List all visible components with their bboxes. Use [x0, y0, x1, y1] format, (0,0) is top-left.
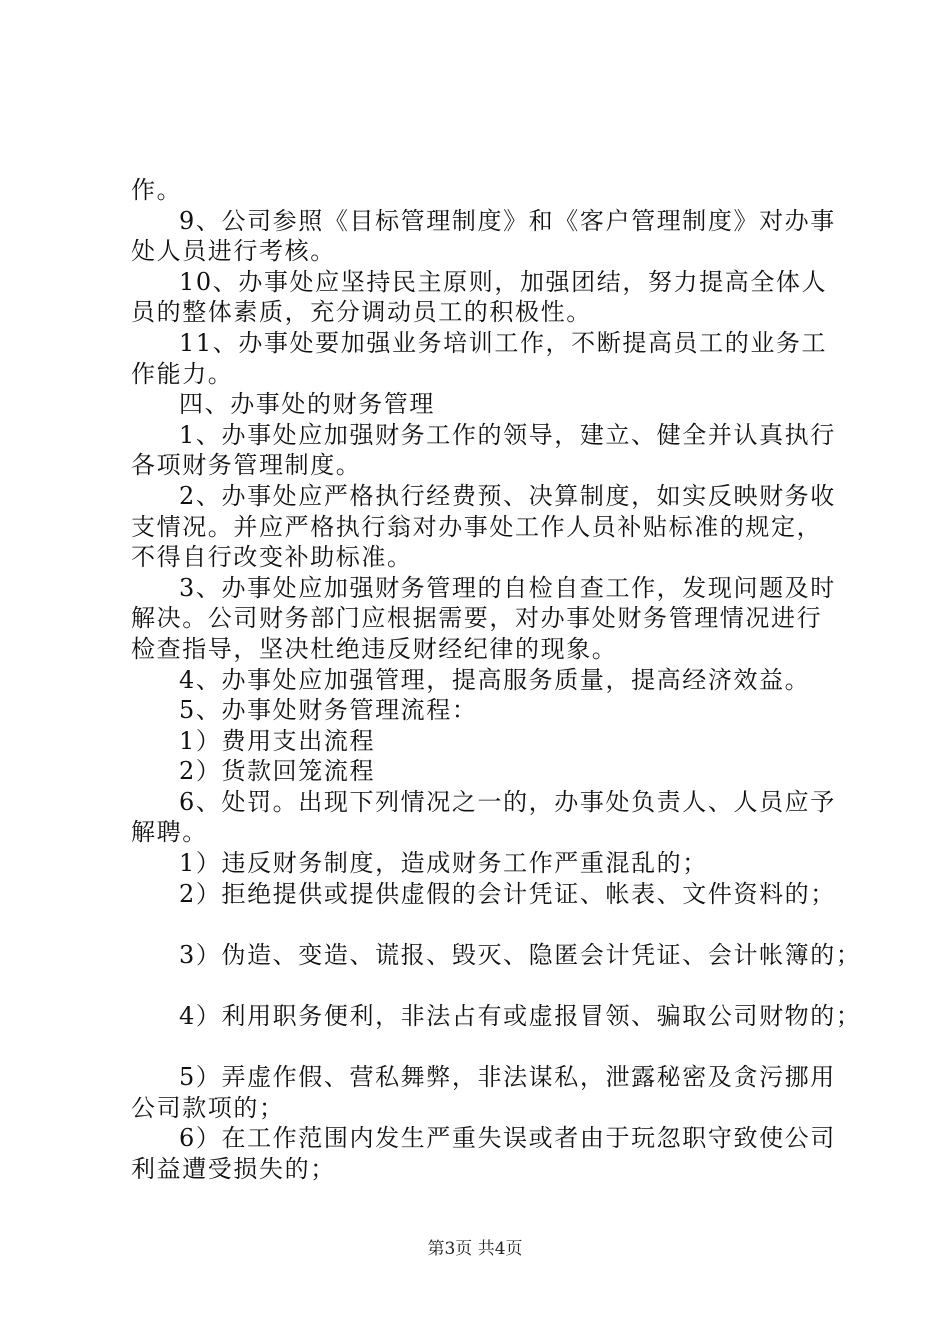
list-item: 5）弄虚作假、营私舞弊，非法谋私，泄露秘密及贪污挪用	[179, 1063, 836, 1092]
list-item: 3）伪造、变造、谎报、毁灭、隐匿会计凭证、会计帐簿的；	[179, 940, 862, 969]
text-line: 2、办事处应严格执行经费预、决算制度，如实反映财务收	[179, 481, 836, 510]
text-line: 各项财务管理制度。	[131, 451, 362, 480]
text-line: 9、公司参照《目标管理制度》和《客户管理制度》对办事	[179, 206, 836, 235]
list-item: 4）利用职务便利，非法占有或虚报冒领、骗取公司财物的；	[179, 1002, 862, 1031]
text-line: 1、办事处应加强财务工作的领导，建立、健全并认真执行	[179, 420, 836, 449]
document-body	[131, 175, 862, 1185]
text-line: 4、办事处应加强管理，提高服务质量，提高经济效益。	[179, 665, 811, 694]
text-line: 作能力。	[131, 359, 234, 388]
blank-line	[131, 1032, 851, 1063]
list-item: 2）货款回笼流程	[179, 757, 376, 786]
text-line: 6、处罚。出现下列情况之一的，办事处负责人、人员应予	[179, 787, 836, 816]
text-line: 员的整体素质，充分调动员工的积极性。	[131, 298, 592, 327]
text-line: 5、办事处财务管理流程：	[179, 696, 478, 725]
list-item: 2）拒绝提供或提供虚假的会计凭证、帐表、文件资料的；	[179, 879, 836, 908]
section-heading: 四、办事处的财务管理	[179, 390, 435, 419]
text-line: 不得自行改变补助标准。	[131, 543, 413, 572]
text-line: 解聘。	[131, 818, 208, 847]
list-item: 1）费用支出流程	[179, 726, 376, 755]
text-line: 作。	[131, 176, 183, 204]
blank-line	[131, 909, 851, 940]
text-line: 10、办事处应坚持民主原则，加强团结，努力提高全体人	[179, 267, 828, 296]
text-line: 检查指导，坚决杜绝违反财经纪律的现象。	[131, 634, 618, 663]
text-line: 3、办事处应加强财务管理的自检自查工作，发现问题及时	[179, 573, 836, 602]
text-line: 利益遭受损失的；	[131, 1155, 336, 1183]
text-line: 处人员进行考核。	[131, 237, 336, 266]
text-line: 支情况。并应严格执行翁对办事处工作人员补贴标准的规定，	[131, 512, 823, 541]
text-line: 11、办事处要加强业务培训工作，不断提高员工的业务工	[179, 328, 828, 357]
list-item: 6）在工作范围内发生严重失误或者由于玩忽职守致使公司	[179, 1124, 836, 1153]
list-item: 1）违反财务制度，造成财务工作严重混乱的；	[179, 849, 708, 878]
page-number: 第3页 共4页	[427, 1239, 523, 1259]
text-line: 公司款项的；	[131, 1093, 285, 1122]
blank-line	[131, 970, 851, 1001]
text-line: 解决。公司财务部门应根据需要，对办事处财务管理情况进行	[131, 604, 823, 633]
